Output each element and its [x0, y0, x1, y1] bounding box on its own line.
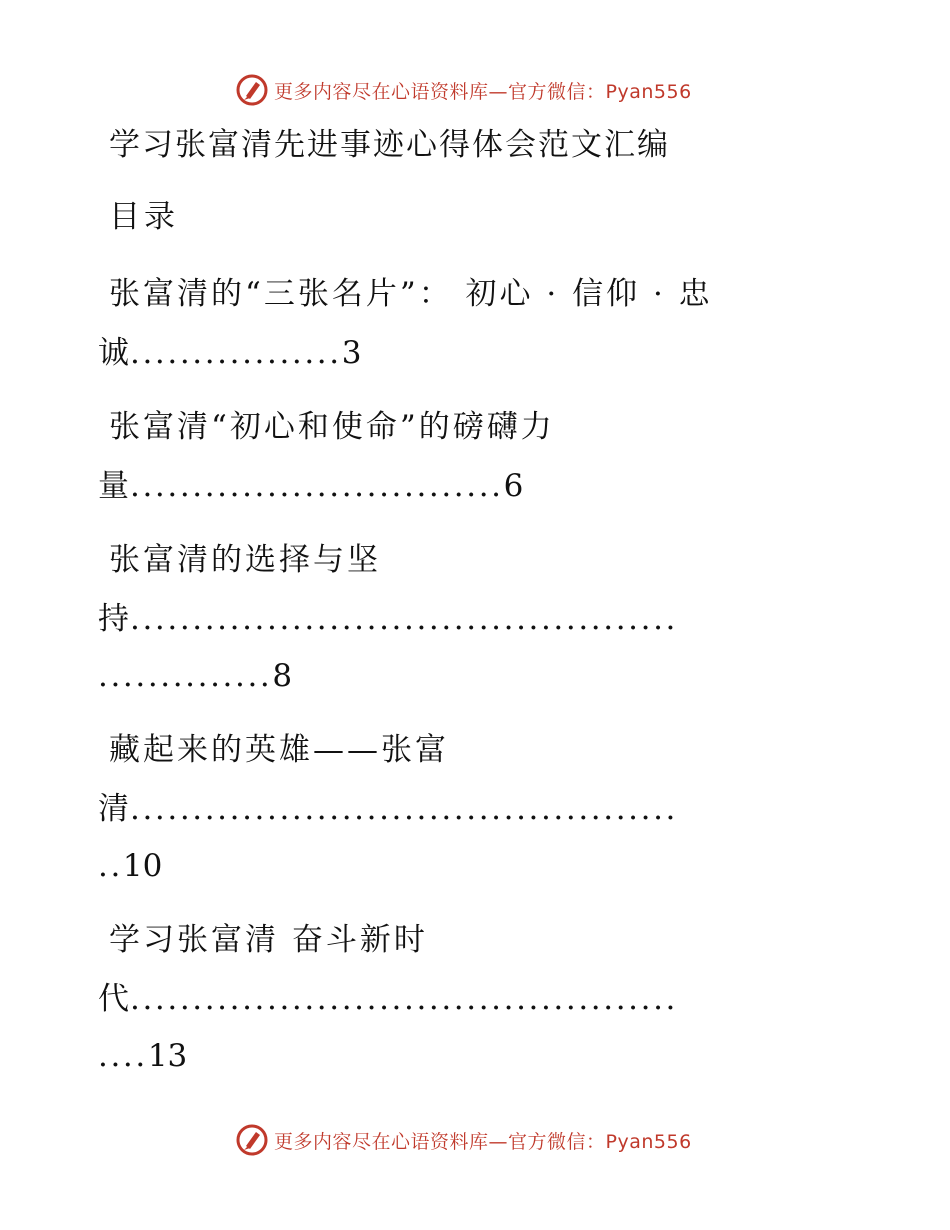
toc-entry-leader[interactable]: 持............................................: [98, 601, 678, 637]
toc-entry-title[interactable]: 张富清的“三张名片”： 初心 · 信仰 · 忠: [109, 276, 713, 312]
toc-entry-leader-continued[interactable]: ..10: [98, 848, 163, 884]
pen-seal-logo-icon: [236, 1124, 268, 1156]
toc-entry-title[interactable]: 张富清“初心和使命”的磅礴力: [109, 409, 555, 445]
footer-banner: [236, 1123, 692, 1157]
toc-page-number: 3: [341, 335, 362, 371]
toc-entry-leader-continued[interactable]: ....13: [98, 1038, 188, 1074]
toc-entry-leader[interactable]: 清............................................: [98, 791, 678, 827]
toc-entry-title[interactable]: 张富清的选择与坚: [109, 542, 381, 578]
toc-entry-leader[interactable]: 代............................................: [98, 981, 678, 1017]
header-banner: [236, 73, 692, 107]
toc-page-number: 8: [272, 658, 293, 694]
toc-entry-title[interactable]: 学习张富清 奋斗新时: [109, 922, 428, 958]
banner-text: 更多内容尽在心语资料库—官方微信：Pyan556: [274, 1130, 692, 1153]
toc-page-number: 13: [147, 1038, 188, 1074]
banner-text: 更多内容尽在心语资料库—官方微信：Pyan556: [274, 80, 692, 103]
toc-page-number: 6: [503, 468, 524, 504]
toc-page-number: 10: [122, 848, 163, 884]
toc-entry-leader-continued[interactable]: ..............8: [98, 658, 293, 694]
toc-entry-leader[interactable]: 诚.................3: [98, 335, 362, 371]
toc-entry-leader[interactable]: 量..............................6: [98, 468, 524, 504]
pen-seal-logo-icon: [236, 74, 268, 106]
toc-heading: 目录: [109, 199, 179, 235]
toc-entry-title[interactable]: 藏起来的英雄——张富: [109, 732, 449, 768]
document-title: 学习张富清先进事迹心得体会范文汇编: [109, 127, 670, 163]
